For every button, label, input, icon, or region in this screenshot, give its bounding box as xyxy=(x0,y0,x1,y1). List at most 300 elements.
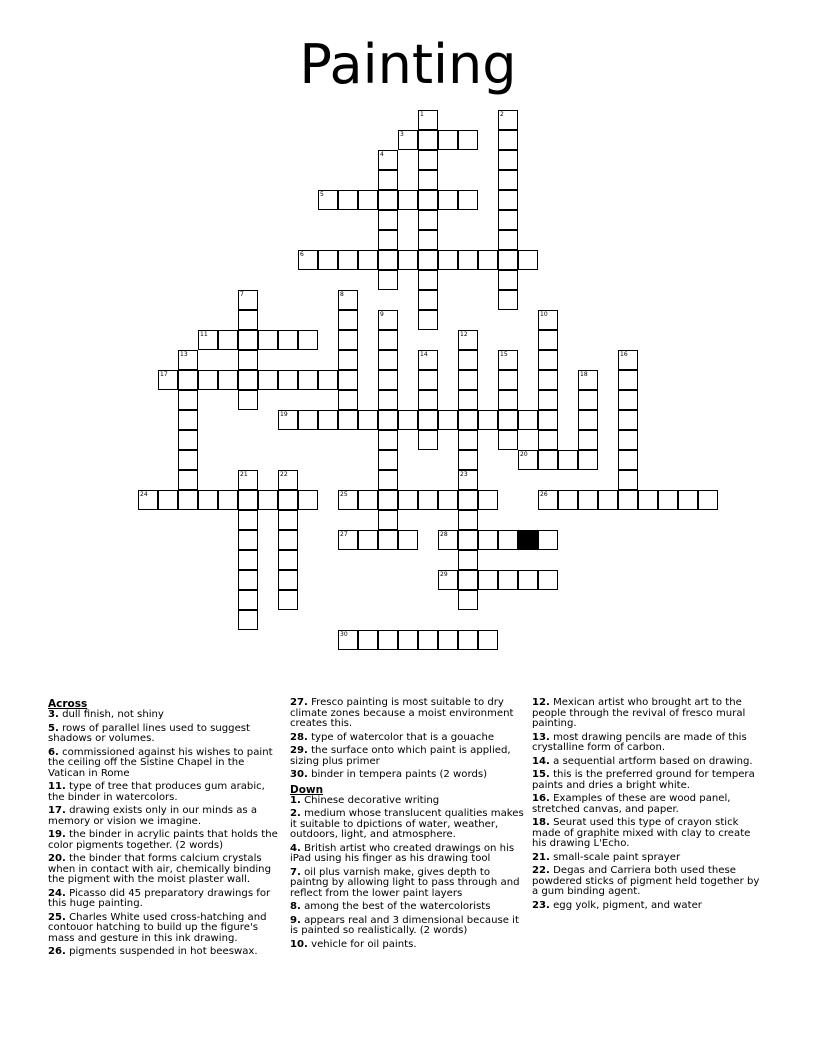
grid-cell[interactable] xyxy=(618,450,638,470)
grid-cell[interactable] xyxy=(298,370,318,390)
grid-cell[interactable] xyxy=(338,630,358,650)
grid-cell[interactable] xyxy=(658,490,678,510)
grid-cell[interactable] xyxy=(378,330,398,350)
cell-number: 20 xyxy=(520,451,528,458)
grid-cell[interactable] xyxy=(478,570,498,590)
clue-item xyxy=(290,844,526,865)
clue-number: 12. xyxy=(532,697,550,708)
grid-cell[interactable] xyxy=(458,250,478,270)
grid-cell[interactable] xyxy=(478,490,498,510)
grid-cell[interactable] xyxy=(418,370,438,390)
grid-cell[interactable] xyxy=(458,410,478,430)
grid-cell[interactable] xyxy=(338,310,358,330)
grid-cell[interactable] xyxy=(558,450,578,470)
cell-number: 16 xyxy=(620,351,628,358)
grid-cell[interactable] xyxy=(418,110,438,130)
grid-cell[interactable] xyxy=(538,450,558,470)
grid-cell[interactable] xyxy=(438,410,458,430)
grid-cell[interactable] xyxy=(458,350,478,370)
clue-item xyxy=(48,889,280,910)
grid-cell[interactable] xyxy=(358,530,378,550)
grid-cell[interactable] xyxy=(318,250,338,270)
grid-cell[interactable] xyxy=(498,230,518,250)
grid-cell[interactable] xyxy=(378,490,398,510)
grid-cell[interactable] xyxy=(498,190,518,210)
grid-cell[interactable] xyxy=(178,450,198,470)
clue-number: 23. xyxy=(532,899,550,911)
grid-cell[interactable] xyxy=(398,490,418,510)
grid-cell[interactable] xyxy=(198,490,218,510)
grid-cell[interactable] xyxy=(418,310,438,330)
grid-cell[interactable] xyxy=(438,130,458,150)
grid-cell[interactable] xyxy=(498,350,518,370)
grid-cell[interactable] xyxy=(618,390,638,410)
grid-cell[interactable] xyxy=(578,410,598,430)
grid-cell[interactable] xyxy=(378,210,398,230)
clue-number: 26. xyxy=(48,946,66,957)
clue-item xyxy=(532,818,768,850)
grid-cell[interactable] xyxy=(438,630,458,650)
grid-cell[interactable] xyxy=(418,410,438,430)
grid-cell[interactable] xyxy=(498,110,518,130)
clue-item xyxy=(290,698,526,730)
grid-cell[interactable] xyxy=(338,410,358,430)
grid-cell[interactable] xyxy=(398,250,418,270)
grid-cell[interactable] xyxy=(618,370,638,390)
grid-cell[interactable] xyxy=(338,490,358,510)
grid-cell[interactable] xyxy=(178,470,198,490)
grid-cell[interactable] xyxy=(278,330,298,350)
grid-cell[interactable] xyxy=(458,570,478,590)
clue-item xyxy=(532,698,768,730)
grid-cell[interactable] xyxy=(518,410,538,430)
grid-cell[interactable] xyxy=(418,270,438,290)
cell-number: 23 xyxy=(460,471,468,478)
puzzle-title: Painting xyxy=(299,33,517,96)
grid-cell[interactable] xyxy=(238,590,258,610)
clue-number: 20. xyxy=(48,853,66,864)
clue-text: Degas and Carriera both used these powdered sticks of pigment held together by a gum binding agent. xyxy=(532,865,760,897)
grid-cell[interactable] xyxy=(358,490,378,510)
grid-cell[interactable] xyxy=(458,450,478,470)
grid-cell[interactable] xyxy=(378,530,398,550)
grid-cell[interactable] xyxy=(498,130,518,150)
grid-cell[interactable] xyxy=(498,530,518,550)
grid-cell[interactable] xyxy=(278,550,298,570)
clue-text: type of watercolor that is a gouache xyxy=(307,731,495,743)
clue-item xyxy=(290,940,526,951)
grid-cell[interactable] xyxy=(158,490,178,510)
grid-cell[interactable] xyxy=(458,390,478,410)
grid-cell[interactable] xyxy=(278,410,298,430)
grid-cell[interactable] xyxy=(338,250,358,270)
clue-text: the binder that forms calcium crystals when in contact with air, chemically binding the pigment with the moist plaster wall. xyxy=(48,853,271,885)
grid-cell[interactable] xyxy=(418,130,438,150)
grid-cell[interactable] xyxy=(418,430,438,450)
clue-item xyxy=(290,796,526,807)
grid-cell[interactable] xyxy=(618,490,638,510)
grid-cell[interactable] xyxy=(498,150,518,170)
grid-cell[interactable] xyxy=(618,350,638,370)
grid-cell[interactable] xyxy=(338,350,358,370)
grid-cell[interactable] xyxy=(418,170,438,190)
grid-cell[interactable] xyxy=(498,390,518,410)
clue-item xyxy=(48,830,280,851)
grid-cell[interactable] xyxy=(518,450,538,470)
clue-text: among the best of the watercolorists xyxy=(300,901,491,912)
grid-cell[interactable] xyxy=(538,410,558,430)
grid-cell[interactable] xyxy=(378,370,398,390)
grid-cell[interactable] xyxy=(358,410,378,430)
grid-cell[interactable] xyxy=(378,250,398,270)
clue-text: British artist who created drawings on his iPad using his finger as his drawing tool xyxy=(290,842,515,864)
clue-number: 16. xyxy=(532,793,550,804)
grid-cell[interactable] xyxy=(378,510,398,530)
grid-cell[interactable] xyxy=(538,390,558,410)
clue-item xyxy=(532,853,768,864)
grid-cell[interactable] xyxy=(378,170,398,190)
grid-cell[interactable] xyxy=(178,410,198,430)
grid-cell[interactable] xyxy=(198,330,218,350)
cell-number: 5 xyxy=(320,191,324,198)
grid-cell[interactable] xyxy=(218,490,238,510)
clue-item xyxy=(290,916,526,937)
clue-column-1 xyxy=(48,698,280,961)
grid-cell[interactable] xyxy=(418,250,438,270)
grid-cell[interactable] xyxy=(278,470,298,490)
grid-cell[interactable] xyxy=(458,190,478,210)
grid-cell[interactable] xyxy=(338,190,358,210)
grid-cell[interactable] xyxy=(238,510,258,530)
grid-cell[interactable] xyxy=(278,490,298,510)
clue-item xyxy=(48,748,280,780)
clue-number: 24. xyxy=(48,887,66,899)
grid-cell[interactable] xyxy=(518,250,538,270)
clue-text: pigments suspended in hot beeswax. xyxy=(65,946,258,957)
clue-item xyxy=(532,770,768,791)
cell-number: 14 xyxy=(420,351,428,358)
cell-number: 28 xyxy=(440,531,448,538)
clue-text: Chinese decorative writing xyxy=(300,794,440,806)
grid-cell[interactable] xyxy=(378,630,398,650)
grid-cell[interactable] xyxy=(458,510,478,530)
grid-cell[interactable] xyxy=(178,350,198,370)
clue-item xyxy=(48,710,280,721)
grid-cell[interactable] xyxy=(538,310,558,330)
grid-cell[interactable] xyxy=(358,190,378,210)
grid-cell[interactable] xyxy=(238,290,258,310)
cell-number: 29 xyxy=(440,571,448,578)
grid-cell[interactable] xyxy=(498,290,518,310)
grid-cell[interactable] xyxy=(358,630,378,650)
clue-item xyxy=(48,782,280,803)
clue-number: 3. xyxy=(48,709,59,720)
clue-text: medium whose translucent qualities makes it suitable to dpictions of water, weather, outdoors, light, and atmosphere. xyxy=(290,808,524,840)
clue-text: this is the preferred ground for tempera paints and dries a bright white. xyxy=(532,769,755,791)
grid-cell[interactable] xyxy=(458,330,478,350)
clue-text: vehicle for oil paints. xyxy=(307,938,417,950)
cell-number: 17 xyxy=(160,371,168,378)
grid-cell[interactable] xyxy=(518,570,538,590)
grid-cell[interactable] xyxy=(458,130,478,150)
grid-cell[interactable] xyxy=(238,350,258,370)
grid-cell[interactable] xyxy=(238,530,258,550)
clue-text: a sequential artform based on drawing. xyxy=(549,755,753,767)
grid-cell[interactable] xyxy=(138,490,158,510)
cell-number: 25 xyxy=(340,491,348,498)
grid-cell[interactable] xyxy=(498,170,518,190)
grid-cell[interactable] xyxy=(318,190,338,210)
grid-cell[interactable] xyxy=(438,250,458,270)
clue-text: rows of parallel lines used to suggest shadows or volumes. xyxy=(48,722,250,744)
grid-cell[interactable] xyxy=(278,510,298,530)
grid-cell[interactable] xyxy=(378,150,398,170)
grid-cell[interactable] xyxy=(458,430,478,450)
grid-cell[interactable] xyxy=(458,630,478,650)
clue-item xyxy=(290,902,526,913)
grid-cell[interactable] xyxy=(298,490,318,510)
grid-cell[interactable] xyxy=(458,550,478,570)
clue-number: 2. xyxy=(290,808,301,819)
grid-cell[interactable] xyxy=(538,370,558,390)
grid-cell[interactable] xyxy=(418,190,438,210)
grid-cell[interactable] xyxy=(418,210,438,230)
grid-cell[interactable] xyxy=(478,250,498,270)
grid-cell[interactable] xyxy=(458,470,478,490)
cell-number: 26 xyxy=(540,491,548,498)
clue-text: drawing exists only in our minds as a memory or vision we imagine. xyxy=(48,805,258,827)
grid-cell[interactable] xyxy=(498,570,518,590)
cell-number: 21 xyxy=(240,471,248,478)
clue-column-2 xyxy=(290,698,526,953)
grid-cell[interactable] xyxy=(378,390,398,410)
clue-text: Fresco painting is most suitable to dry climate zones because a moist environment creates this. xyxy=(290,697,514,729)
grid-cell[interactable] xyxy=(378,270,398,290)
grid-cell[interactable] xyxy=(338,290,358,310)
grid-cell[interactable] xyxy=(198,370,218,390)
grid-cell[interactable] xyxy=(478,630,498,650)
grid-cell[interactable] xyxy=(338,390,358,410)
clue-text: Charles White used cross-hatching and contouor hatching to build up the figure's mass and gesture in this ink drawing. xyxy=(48,911,267,944)
clue-text: binder in tempera paints (2 words) xyxy=(307,769,488,780)
grid-cell[interactable] xyxy=(618,430,638,450)
clue-item xyxy=(48,913,280,945)
clue-number: 13. xyxy=(532,731,550,743)
grid-cell[interactable] xyxy=(438,190,458,210)
grid-cell[interactable] xyxy=(418,390,438,410)
grid-cell[interactable] xyxy=(398,410,418,430)
grid-cell[interactable] xyxy=(478,410,498,430)
grid-cell[interactable] xyxy=(278,590,298,610)
clue-item xyxy=(48,724,280,745)
cell-number: 1 xyxy=(420,111,424,118)
grid-cell[interactable] xyxy=(338,330,358,350)
grid-cell[interactable] xyxy=(598,490,618,510)
grid-cell[interactable] xyxy=(438,490,458,510)
clue-item xyxy=(290,746,526,767)
grid-cell[interactable] xyxy=(338,530,358,550)
grid-cell[interactable] xyxy=(258,330,278,350)
grid-cell[interactable] xyxy=(578,390,598,410)
clue-number: 11. xyxy=(48,781,66,792)
grid-cell[interactable] xyxy=(578,430,598,450)
grid-cell[interactable] xyxy=(498,250,518,270)
cell-number: 13 xyxy=(180,351,188,358)
grid-cell[interactable] xyxy=(318,410,338,430)
grid-cell[interactable] xyxy=(498,410,518,430)
grid-cell[interactable] xyxy=(478,530,498,550)
cell-number: 8 xyxy=(340,291,344,298)
grid-cell[interactable] xyxy=(238,610,258,630)
grid-black-cell xyxy=(518,530,538,550)
grid-cell[interactable] xyxy=(498,270,518,290)
grid-cell[interactable] xyxy=(258,490,278,510)
grid-cell[interactable] xyxy=(238,470,258,490)
clue-item xyxy=(532,901,768,912)
clue-item xyxy=(48,947,280,958)
grid-cell[interactable] xyxy=(378,190,398,210)
grid-cell[interactable] xyxy=(178,490,198,510)
grid-cell[interactable] xyxy=(398,630,418,650)
grid-cell[interactable] xyxy=(338,370,358,390)
grid-cell[interactable] xyxy=(458,490,478,510)
grid-cell[interactable] xyxy=(538,350,558,370)
grid-cell[interactable] xyxy=(378,430,398,450)
grid-cell[interactable] xyxy=(498,210,518,230)
clue-text: Mexican artist who brought art to the people through the revival of fresco mural painting. xyxy=(532,697,746,729)
clue-text: oil plus varnish make, gives depth to paintng by allowing light to pass through and reflect from the lower paint layers xyxy=(290,866,520,899)
grid-cell[interactable] xyxy=(398,190,418,210)
grid-cell[interactable] xyxy=(578,490,598,510)
grid-cell[interactable] xyxy=(418,290,438,310)
grid-cell[interactable] xyxy=(358,250,378,270)
grid-cell[interactable] xyxy=(278,370,298,390)
grid-cell[interactable] xyxy=(638,490,658,510)
grid-cell[interactable] xyxy=(298,330,318,350)
grid-cell[interactable] xyxy=(298,250,318,270)
grid-cell[interactable] xyxy=(158,370,178,390)
grid-cell[interactable] xyxy=(238,490,258,510)
clue-number: 1. xyxy=(290,794,301,806)
grid-cell[interactable] xyxy=(378,230,398,250)
grid-cell[interactable] xyxy=(238,550,258,570)
grid-cell[interactable] xyxy=(678,490,698,510)
clue-number: 21. xyxy=(532,851,550,863)
grid-cell[interactable] xyxy=(278,570,298,590)
cell-number: 7 xyxy=(240,291,244,298)
grid-cell[interactable] xyxy=(378,450,398,470)
clue-number: 25. xyxy=(48,911,66,923)
grid-cell[interactable] xyxy=(178,370,198,390)
clue-text: most drawing pencils are made of this crystalline form of carbon. xyxy=(532,731,747,753)
grid-cell[interactable] xyxy=(238,330,258,350)
grid-cell[interactable] xyxy=(538,430,558,450)
grid-cell[interactable] xyxy=(538,530,558,550)
grid-cell[interactable] xyxy=(238,570,258,590)
grid-cell[interactable] xyxy=(698,490,718,510)
grid-cell[interactable] xyxy=(178,390,198,410)
cell-number: 3 xyxy=(400,131,404,138)
clue-text: egg yolk, pigment, and water xyxy=(549,899,702,911)
cell-number: 22 xyxy=(280,471,288,478)
grid-cell[interactable] xyxy=(418,630,438,650)
grid-cell[interactable] xyxy=(238,370,258,390)
grid-cell[interactable] xyxy=(298,410,318,430)
grid-cell[interactable] xyxy=(258,370,278,390)
grid-cell[interactable] xyxy=(438,530,458,550)
clue-section-heading: Down xyxy=(290,783,324,796)
grid-cell[interactable] xyxy=(378,470,398,490)
grid-cell[interactable] xyxy=(418,150,438,170)
grid-cell[interactable] xyxy=(438,570,458,590)
cell-number: 9 xyxy=(380,311,384,318)
cell-number: 4 xyxy=(380,151,384,158)
grid-cell[interactable] xyxy=(618,470,638,490)
clue-text: type of tree that produces gum arabic, the binder in watercolors. xyxy=(48,781,265,803)
grid-cell[interactable] xyxy=(618,410,638,430)
grid-cell[interactable] xyxy=(458,530,478,550)
cell-number: 18 xyxy=(580,371,588,378)
clue-item xyxy=(290,733,526,744)
grid-cell[interactable] xyxy=(218,330,238,350)
grid-cell[interactable] xyxy=(398,130,418,150)
cell-number: 11 xyxy=(200,331,208,338)
clue-text: Picasso did 45 preparatory drawings for this huge painting. xyxy=(48,887,271,909)
cell-number: 12 xyxy=(460,331,468,338)
cell-number: 24 xyxy=(140,491,148,498)
clue-text: appears real and 3 dimensional because it is painted so realistically. (2 words) xyxy=(290,914,519,936)
grid-cell[interactable] xyxy=(458,370,478,390)
grid-cell[interactable] xyxy=(278,530,298,550)
clue-item xyxy=(48,806,280,827)
grid-cell[interactable] xyxy=(418,490,438,510)
grid-cell[interactable] xyxy=(418,230,438,250)
clue-text: the surface onto which paint is applied, sizing plus primer xyxy=(290,745,511,767)
clue-item xyxy=(290,868,526,900)
grid-cell[interactable] xyxy=(578,450,598,470)
clue-column-3 xyxy=(532,698,768,914)
clue-item xyxy=(48,854,280,886)
grid-cell[interactable] xyxy=(458,590,478,610)
clue-item xyxy=(532,794,768,815)
clue-number: 15. xyxy=(532,769,550,780)
clue-item xyxy=(290,770,526,781)
cell-number: 10 xyxy=(540,311,548,318)
grid-cell[interactable] xyxy=(378,350,398,370)
grid-cell[interactable] xyxy=(578,370,598,390)
grid-cell[interactable] xyxy=(318,370,338,390)
grid-cell[interactable] xyxy=(378,310,398,330)
grid-cell[interactable] xyxy=(238,310,258,330)
cell-number: 19 xyxy=(280,411,288,418)
grid-cell[interactable] xyxy=(398,530,418,550)
grid-cell[interactable] xyxy=(218,370,238,390)
grid-cell[interactable] xyxy=(178,430,198,450)
grid-cell[interactable] xyxy=(378,410,398,430)
clue-number: 6. xyxy=(48,746,59,758)
grid-cell[interactable] xyxy=(538,490,558,510)
grid-cell[interactable] xyxy=(558,490,578,510)
clue-text: the binder in acrylic paints that holds the color pigments together. (2 words) xyxy=(48,829,278,851)
clue-number: 17. xyxy=(48,805,66,816)
grid-cell[interactable] xyxy=(238,390,258,410)
grid-cell[interactable] xyxy=(418,350,438,370)
grid-cell[interactable] xyxy=(538,330,558,350)
clue-number: 18. xyxy=(532,817,550,828)
grid-cell[interactable] xyxy=(538,570,558,590)
grid-cell[interactable] xyxy=(498,370,518,390)
grid-cell[interactable] xyxy=(498,430,518,450)
